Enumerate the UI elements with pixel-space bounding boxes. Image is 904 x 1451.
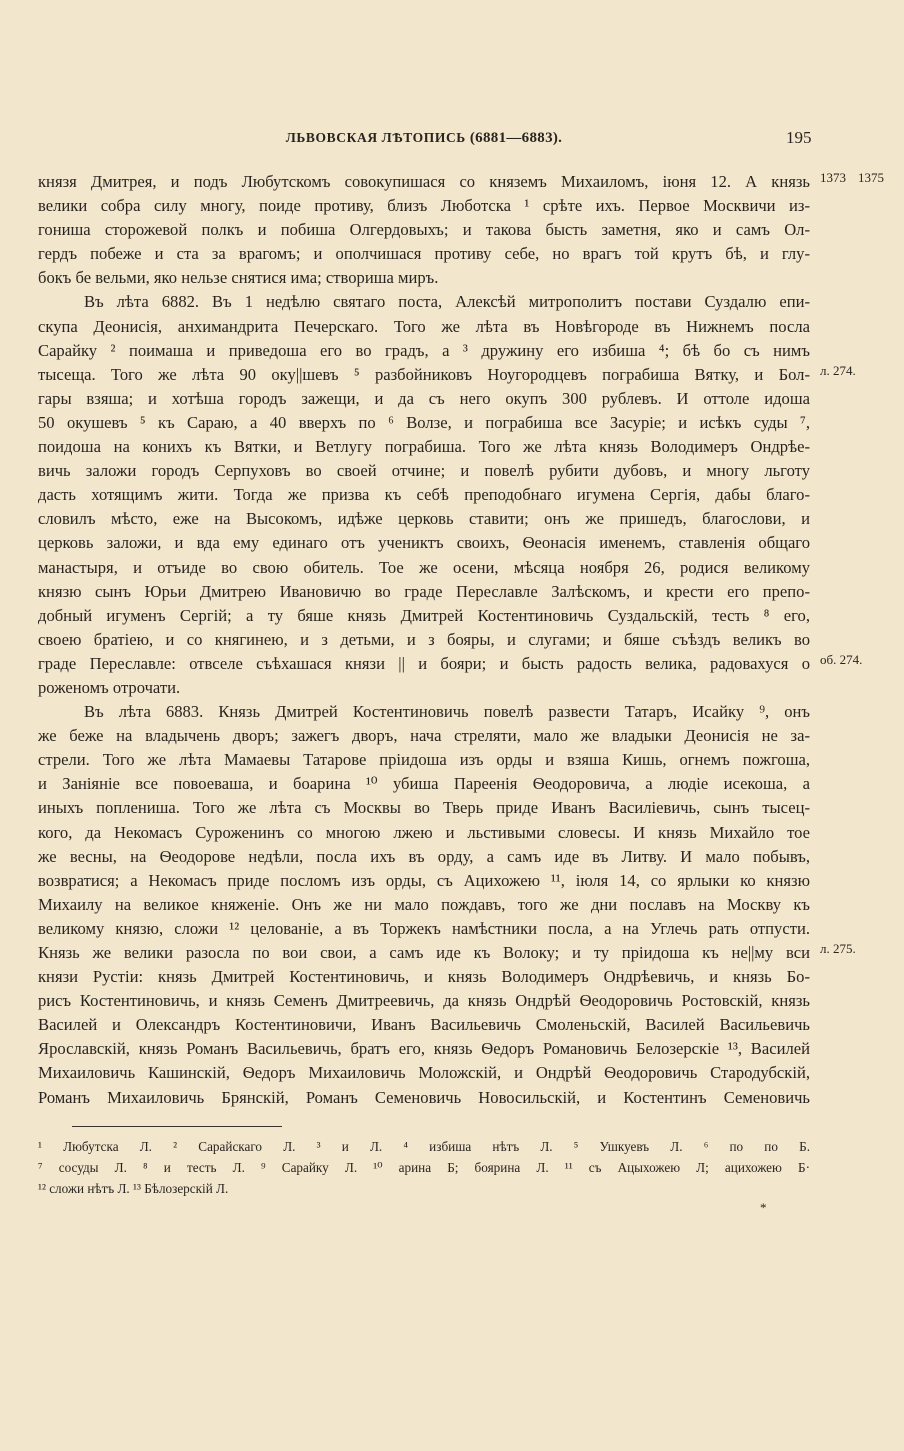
text-line: тысеща. Того же лѣта 90 оку||шевъ ⁵ разбойниковъ Ноугородцевъ пограбиша Вятку, и Бол-: [38, 364, 810, 384]
text-line: скупа Деонисія, анхимандрита Печерскаго. Того же лѣта въ Новѣгороде въ Нижнемъ посла: [38, 316, 810, 336]
paragraph-start-6882: Въ лѣта 6882. Въ 1 недѣлю святаго поста, Алексѣй митрополитъ постави Суздалю епи-: [84, 292, 810, 312]
header-title: ЛЬВОВСКАЯ ЛѢТОПИСЬ: [285, 130, 466, 145]
text-line: же беже на владычень дворъ; зажегъ дворъ, нача стреляти, мало же владыки Деонисія не за-: [38, 726, 810, 746]
text-line: же весны, на Ѳеодорове недѣли, посла ихъ въ орду, а самъ иде въ Литву. И мало побывъ,: [38, 846, 810, 866]
text-line: гониша сторожевой полкъ и побиша Олгердовыхъ; и такова бысть заметня, яко и самъ Ол-: [38, 220, 810, 240]
text-line: бокъ бе вельми, яко нельзе снятися има; створиша миръ.: [38, 268, 439, 288]
text-line: князя Дмитрея, и подъ Любутскомъ совокупишася со княземъ Михаиломъ, іюня 12. А князь: [38, 172, 810, 191]
text-line: стрели. Того же лѣта Мамаевы Татарове пріидоша изъ орды и взяша Кишь, огнемъ пожгоша,: [38, 750, 810, 770]
text-line: велики собра силу многу, поиде противу, близъ Люботска ¹ срѣте ихъ. Первое Москвичи из-: [38, 196, 810, 216]
text-line: 50 окушевъ ⁵ къ Сараю, а 40 вверхъ по ⁶ Волзе, и пограбиша все Засуріе; и исѣкъ суды ⁷,: [38, 412, 810, 432]
text-line: и Заніяніе все повоеваша, и боарина ¹⁰ убиша Пареенія Ѳеодоровича, а людіе исекоша, а: [38, 774, 810, 794]
text-line: кого, да Некомасъ Суроженинъ со многою лжею и льстивыми словесы. И князь Михайло тое: [38, 822, 810, 842]
text-line: князю сынъ Юрьи Дмитрею Ивановичю во граде Переславле Залѣскомъ, и крести его препо-: [38, 581, 810, 601]
text-line: Сарайку ² поимаша и приведоша его во градъ, а ³ дружину его избиша ⁴; бѣ бо съ нимъ: [38, 340, 810, 360]
footnote-divider: [72, 1126, 282, 1127]
text-line: добный игуменъ Сергій; а ту бяше князь Дмитрей Костентиновичь Суздальскій, тесть ⁸ его,: [38, 605, 810, 625]
text-line: дасть хотящимъ жити. Тогда же призва къ себѣ преподобнаго игумена Сергія, дабы благо-: [38, 485, 810, 505]
text-line: вичь заложи городъ Серпуховъ во своей отчине; и повелѣ рубити дубовъ, и многу льготу: [38, 461, 810, 481]
text-line: возвратися; а Некомасъ приде посломъ изъ орды, съ Ацихожею ¹¹, іюля 14, со ярлыки ко князю: [38, 870, 810, 890]
text-line: рисъ Костентиновичь, и князь Семенъ Дмитреевичь, да князь Ондрѣй Ѳеодоровичь Ростовскій, князь: [38, 991, 810, 1011]
text-line: великому князю, сложи ¹² целованіе, а въ Торжекъ намѣстники посла, а на Углечь рать отпусти.: [38, 918, 810, 938]
margin-leaf-274ob: об. 274.: [820, 652, 863, 667]
text-line: Василей и Олександръ Костентиновичи, Иванъ Васильевичь Смоленьскій, Василей Васильевичь: [38, 1015, 810, 1035]
margin-leaf-274: л. 274.: [820, 363, 856, 378]
main-text: [38, 170, 810, 1110]
text-line: Романъ Михаиловичь Брянскій, Романъ Семеновичь Новосильскій, и Костентинъ Семеновичь: [38, 1087, 810, 1107]
text-line: Ярославскій, князь Романъ Васильевичь, братъ его, князь Ѳедоръ Романовичь Белозерскіе ¹³, Василей: [38, 1039, 810, 1059]
text-line: гары взяша; и хотѣша городъ зажещи, и да съ него окупъ 300 рублевъ. И оттоле идоша: [38, 388, 810, 408]
text-line: граде Переславле: отвселе съѣхашася князи || и бояри; и бысть радость велика, радовахуся о: [38, 653, 810, 673]
footnote-line: ¹² сложи нѣтъ Л. ¹³ Бѣлозерскій Л.: [38, 1181, 229, 1196]
margin-leaf-275: л. 275.: [820, 941, 856, 956]
text-line: своею братіею, и со княгинею, и з детьми, и з бояры, и слугами; и бяше съѣздъ великъ во: [38, 629, 810, 649]
signature-mark: *: [760, 1200, 767, 1215]
page-number: 195: [786, 128, 812, 147]
text-line: словилъ мѣсто, еже на Высокомъ, идѣже церковь ставити; онъ же пришедъ, благослови, и: [38, 509, 810, 529]
text-line: гердъ побеже и ста за врагомъ; и ополчишася противу себе, но врагъ той крутъ бѣ, и глу-: [38, 244, 810, 264]
text-line: церковь заложи, и вда ему единаго отъ учениктъ своихъ, Ѳеонасія именемъ, ставленія общаго: [38, 533, 810, 553]
text-line: Михаиловичь Кашинскій, Ѳедоръ Михаиловичь Моложскій, и Ондрѣй Ѳеодоровичь Стародубскій,: [38, 1063, 810, 1083]
margin-year-1375: 1375: [858, 170, 884, 185]
text-line: князи Рустіи: князь Дмитрей Костентиновичь, и князь Володимеръ Ондрѣевичь, и князь Бо-: [38, 967, 810, 987]
footnote-line: ⁷ сосуды Л. ⁸ и тесть Л. ⁹ Сарайку Л. ¹⁰ арина Б; боярина Л. ¹¹ съ Ацыхожею Л; ацихожею Б·: [38, 1160, 810, 1175]
footnote-line: ¹ Любутска Л. ² Сарайскаго Л. ³ и Л. ⁴ избиша нѣтъ Л. ⁵ Ушкуевъ Л. ⁶ по по Б.: [38, 1139, 810, 1154]
footnotes: [38, 1136, 810, 1199]
text-line: Михаилу на великое княженіе. Онъ же ни мало пождавъ, того же дни пославъ на Москву къ: [38, 894, 810, 914]
text-line: иныхъ поплениша. Того же лѣта съ Москвы во Тверь приде Иванъ Василіевичь, сынъ тысец-: [38, 798, 810, 818]
text-line: поидоша на конихъ къ Вятки, и Ветлугу пограбиша. Того же лѣта князь Володимеръ Ондрѣе-: [38, 437, 810, 457]
paragraph-start-6883: Въ лѣта 6883. Князь Дмитрей Костентиновичь повелѣ развести Татаръ, Исайку ⁹, онъ: [84, 702, 810, 722]
margin-year-1373: 1373: [820, 170, 846, 185]
text-line: Князь же велики разосла по вои свои, а самъ иде къ Волоку; и ту пріидоша къ не||му вси: [38, 943, 810, 962]
running-header: [38, 130, 810, 147]
header-years: (6881—6883).: [469, 130, 563, 146]
margin-years: [820, 170, 896, 186]
text-line: манастыря, и отъиде во свою обитель. Тое же осени, мѣсяца ноября 26, родися великому: [38, 557, 810, 577]
text-line: роженомъ отрочати.: [38, 677, 181, 697]
